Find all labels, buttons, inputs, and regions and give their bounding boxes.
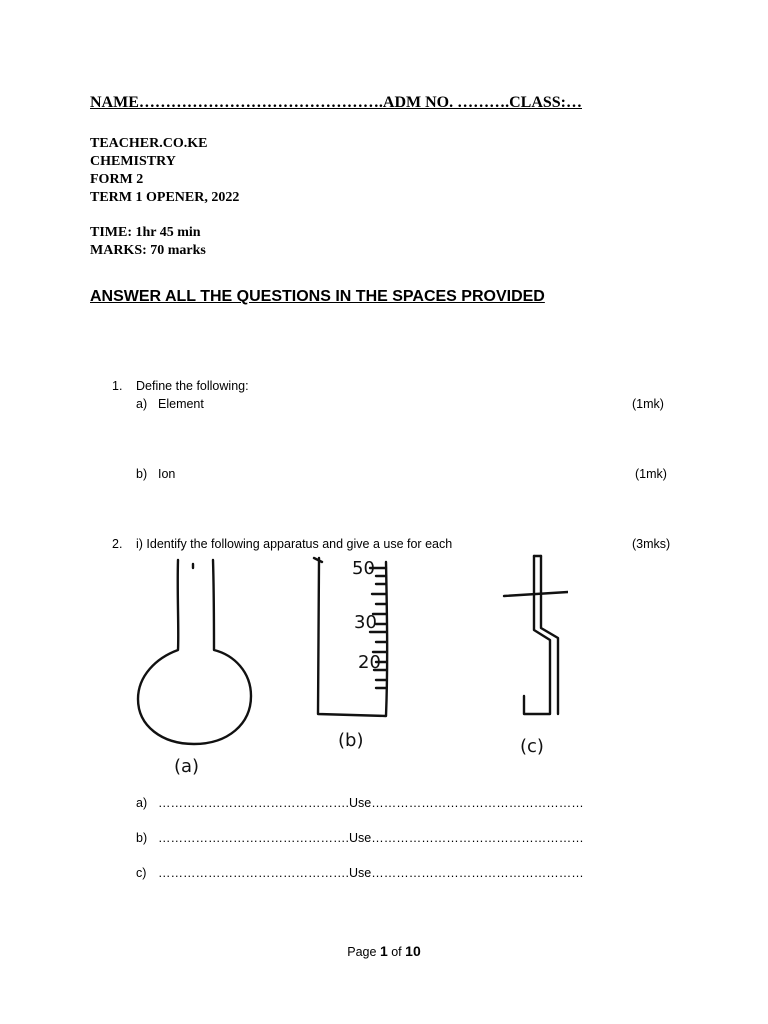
question-1-text: Define the following: <box>136 379 249 393</box>
answer-b-label: b) <box>136 831 148 845</box>
q1-part-b-marks: (1mk) <box>635 467 667 481</box>
question-1-number: 1. <box>112 379 123 393</box>
footer-total-pages: 10 <box>405 943 421 959</box>
figure-label-b: (b) <box>338 730 364 751</box>
answer-a-label: a) <box>136 796 148 810</box>
page-number-footer <box>0 943 768 959</box>
form-level: FORM 2 <box>90 172 144 187</box>
answer-c-line[interactable]: ……………………………………….Use…………………………………………… <box>158 866 584 880</box>
q1-part-a-marks: (1mk) <box>632 397 664 411</box>
scale-mark-50: 50 <box>352 558 375 579</box>
scale-mark-20: 20 <box>358 652 381 673</box>
question-2-marks: (3mks) <box>632 537 671 551</box>
exam-title: TERM 1 OPENER, 2022 <box>90 190 240 205</box>
exam-marks: MARKS: 70 marks <box>90 243 206 258</box>
q1-part-a-label: a) <box>136 397 148 411</box>
school-name: TEACHER.CO.KE <box>90 136 208 151</box>
subject: CHEMISTRY <box>90 154 176 169</box>
scale-mark-30: 30 <box>354 612 377 633</box>
footer-page-word: Page <box>347 945 377 959</box>
q1-part-b-text: Ion <box>158 467 176 481</box>
footer-of-word: of <box>391 945 402 959</box>
figure-label-a: (a) <box>174 756 200 777</box>
footer-current-page: 1 <box>379 943 388 959</box>
question-2-text: i) Identify the following apparatus and give a use for each <box>136 537 453 551</box>
answer-a-line[interactable]: ……………………………………….Use…………………………………………… <box>158 796 584 810</box>
q1-part-a-text: Element <box>158 397 204 411</box>
figure-label-c: (c) <box>520 736 544 757</box>
instruction-heading: ANSWER ALL THE QUESTIONS IN THE SPACES PROVIDED <box>90 288 545 305</box>
answer-b-line[interactable]: ……………………………………….Use…………………………………………… <box>158 831 584 845</box>
q1-part-b-label: b) <box>136 467 148 481</box>
apparatus-figure <box>136 554 568 780</box>
question-2-number: 2. <box>112 537 123 551</box>
name-adm-class-line: NAME……………………………………….ADM NO. ……….CLASS:… <box>90 94 582 111</box>
exam-time: TIME: 1hr 45 min <box>90 225 201 240</box>
answer-c-label: c) <box>136 866 147 880</box>
